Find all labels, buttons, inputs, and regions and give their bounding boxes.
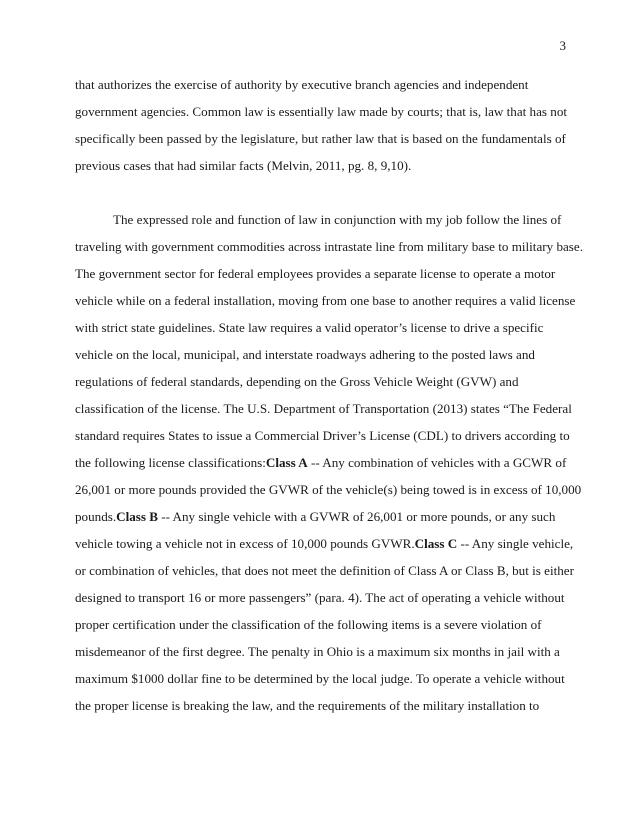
text-line: The expressed role and function of law in conjunction with my job follow the lines of <box>113 212 562 227</box>
paragraph-1 <box>75 71 568 179</box>
page-number: 3 <box>559 38 566 53</box>
text-line: previous cases that had similar facts (Melvin, 2011, pg. 8, 9,10). <box>75 158 412 173</box>
text-line: with strict state guidelines. State law requires a valid operator’s license to drive a specific <box>75 320 544 335</box>
text-line: designed to transport 16 or more passengers” (para. 4). The act of operating a vehicle without <box>75 590 565 605</box>
text-line <box>75 449 565 476</box>
text-segment: -- Any single vehicle, <box>457 536 574 551</box>
class-a-label: Class A <box>265 455 308 470</box>
text-line: classification of the license. The U.S. Department of Transportation (2013) states “The Federal <box>75 401 572 416</box>
text-line <box>75 503 565 530</box>
text-line: specifically been passed by the legislature, but rather law that is based on the fundamentals of <box>75 131 566 146</box>
text-line: 26,001 or more pounds provided the GVWR of the vehicle(s) being towed is in excess of 10,000 <box>75 482 582 497</box>
text-line: the proper license is breaking the law, and the requirements of the military installation to <box>75 698 540 713</box>
text-line: vehicle while on a federal installation, moving from one base to another requires a valid license <box>75 293 576 308</box>
text-line: vehicle on the local, municipal, and interstate roadways adhering to the posted laws and <box>75 347 535 362</box>
text-line: misdemeanor of the first degree. The penalty in Ohio is a maximum six months in jail with a <box>75 644 560 659</box>
text-line: proper certification under the classification of the following items is a severe violation of <box>75 617 542 632</box>
text-line: government agencies. Common law is essentially law made by courts; that is, law that has not <box>75 104 568 119</box>
class-c-label: Class C <box>414 536 458 551</box>
text-line: maximum $1000 dollar fine to be determined by the local judge. To operate a vehicle without <box>75 671 565 686</box>
text-segment: -- Any single vehicle with a GVWR of 26,001 or more pounds, or any such <box>157 509 556 524</box>
text-line: traveling with government commodities across intrastate line from military base to military base. <box>75 239 583 254</box>
text-segment: pounds. <box>75 509 117 524</box>
text-line: or combination of vehicles, that does not meet the definition of Class A or Class B, but is either <box>75 563 574 578</box>
text-line: The government sector for federal employees provides a separate license to operate a motor <box>75 266 556 281</box>
paragraph-2 <box>75 206 583 719</box>
text-line: that authorizes the exercise of authority by executive branch agencies and independent <box>75 77 529 92</box>
text-line: standard requires States to issue a Commercial Driver’s License (CDL) to drivers according to <box>75 428 570 443</box>
text-segment: the following license classifications: <box>75 455 266 470</box>
text-segment: -- Any combination of vehicles with a GCWR of <box>307 455 567 470</box>
text-line <box>75 530 574 557</box>
class-b-label: Class B <box>116 509 158 524</box>
text-line: regulations of federal standards, depending on the Gross Vehicle Weight (GVW) and <box>75 374 519 389</box>
text-segment: vehicle towing a vehicle not in excess of 10,000 pounds GVWR. <box>75 536 415 551</box>
